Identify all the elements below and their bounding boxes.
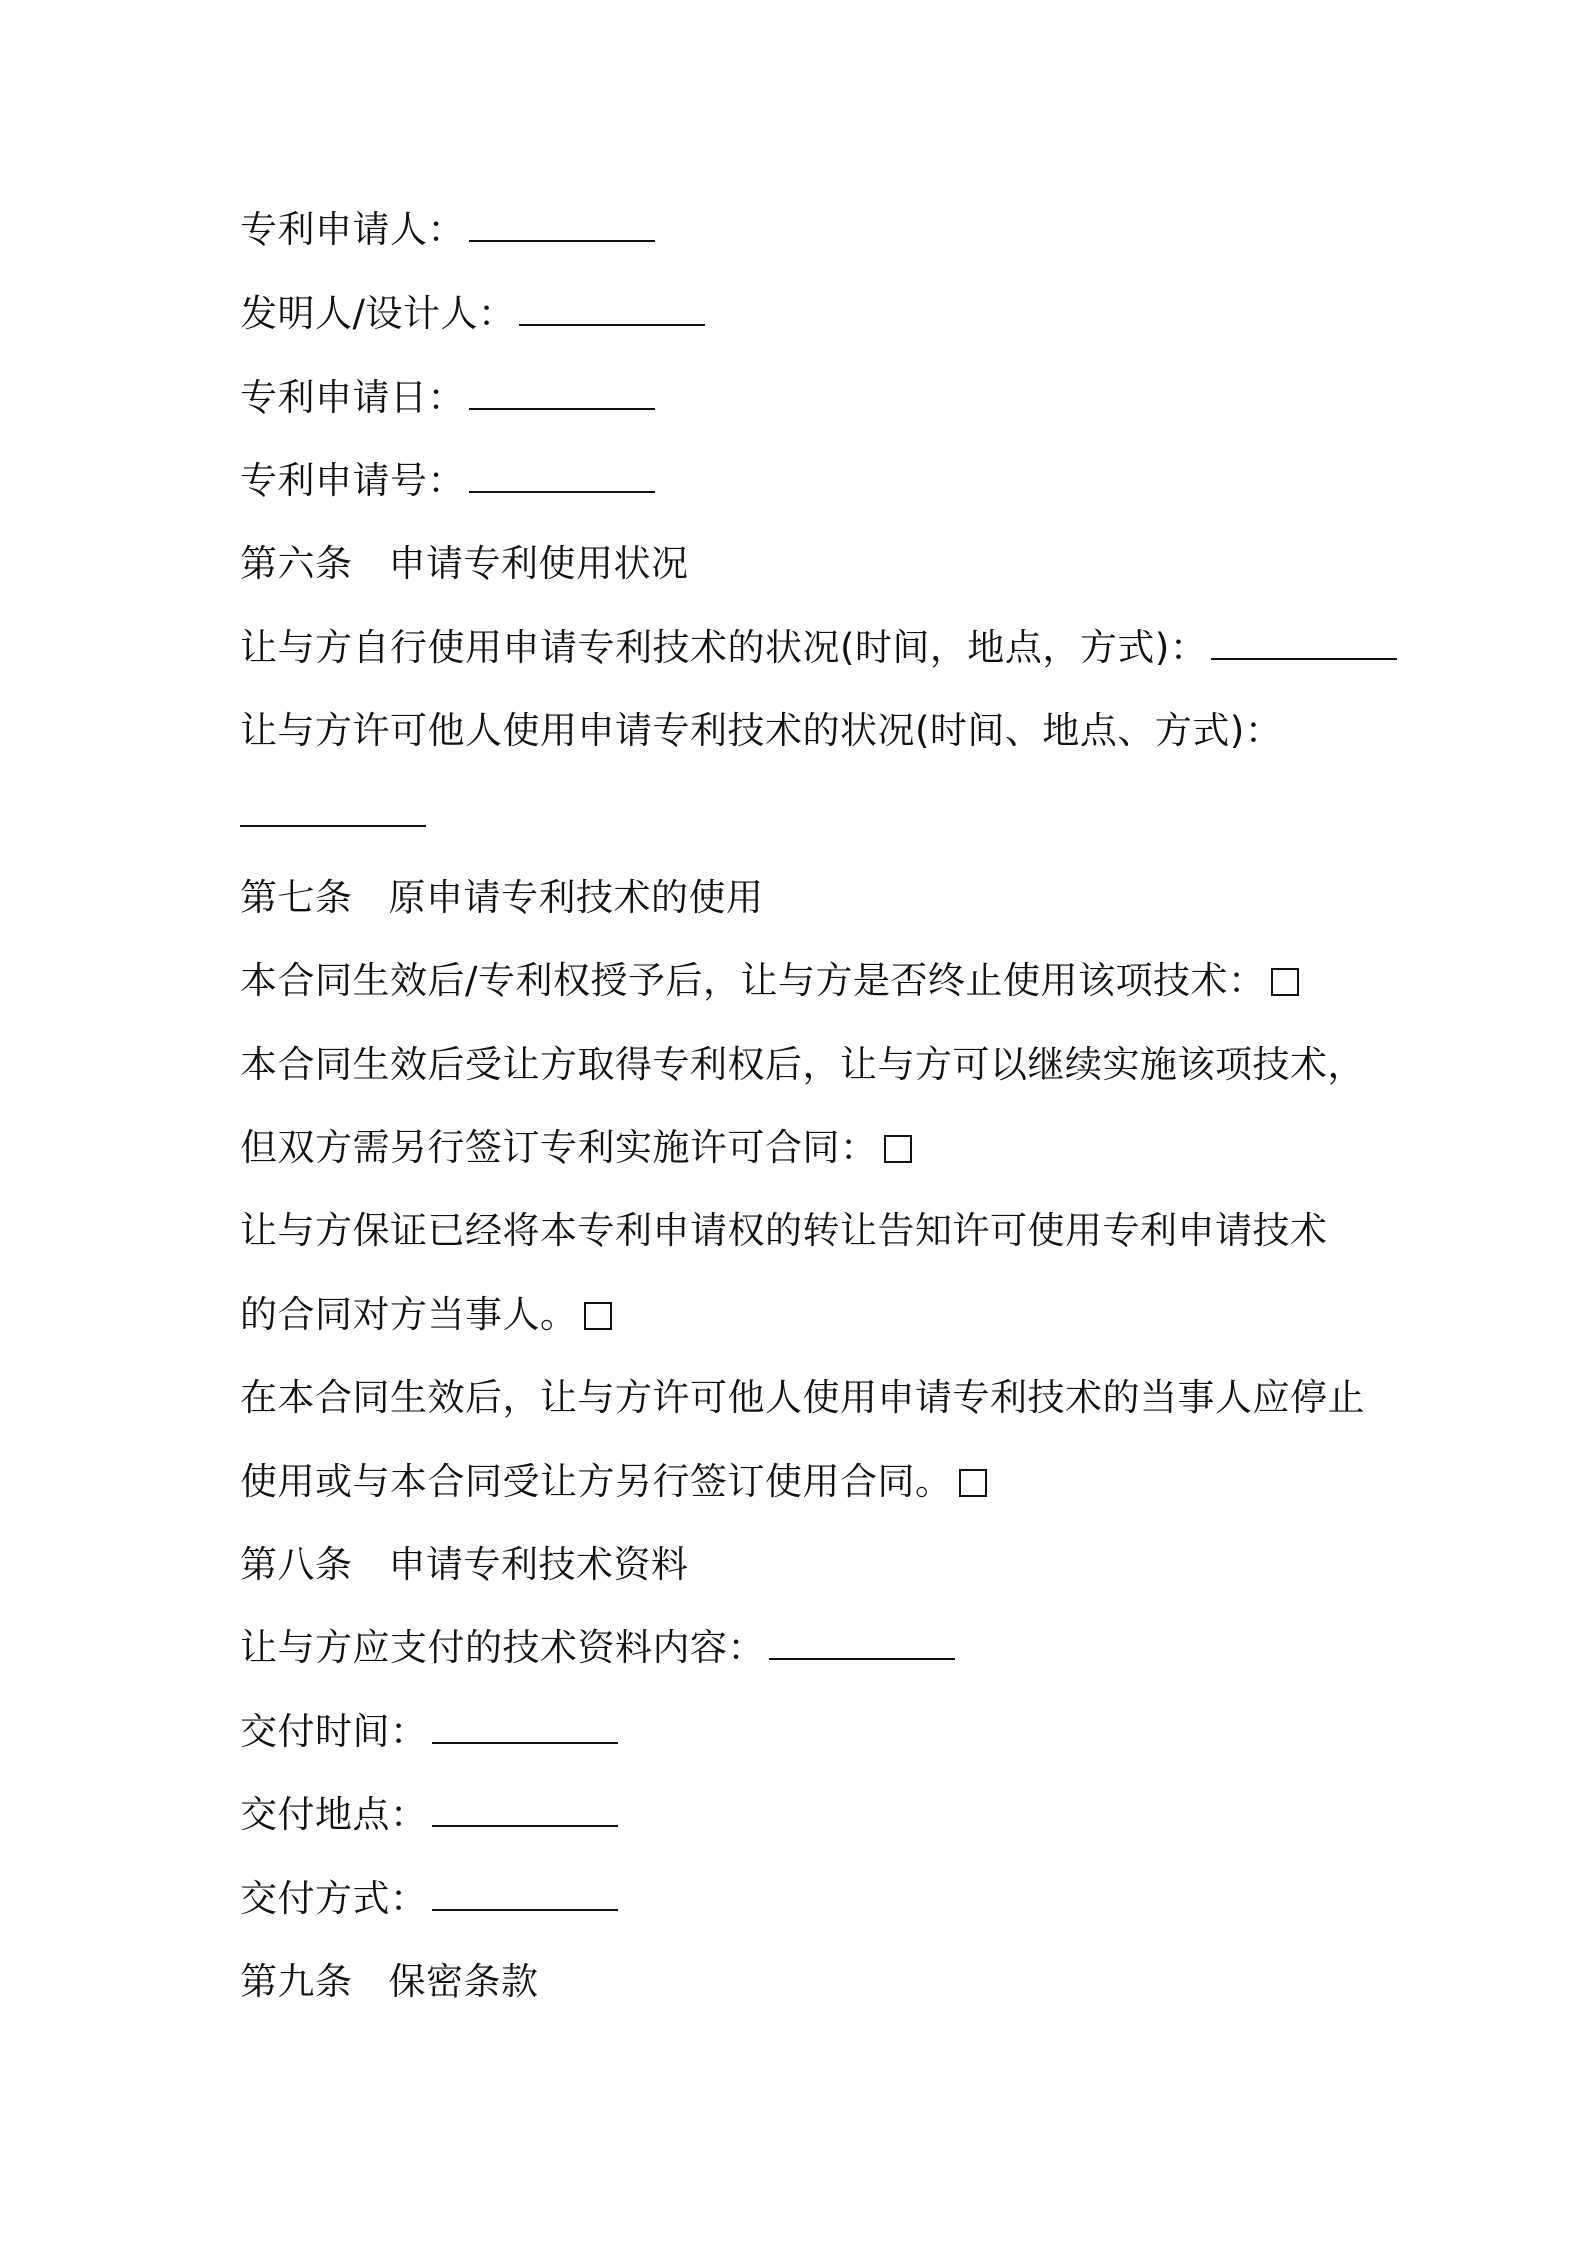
licensed-use-label: 让与方许可他人使用申请专利技术的状况(时间、地点、方式)： — [240, 709, 1283, 752]
filing-date-blank[interactable] — [469, 374, 655, 410]
application-number-line — [240, 456, 1400, 506]
article7-number: 第七条 — [240, 876, 353, 919]
delivery-method-line — [240, 1874, 1400, 1924]
article7-option1 — [240, 956, 1400, 1006]
filing-date-line — [240, 373, 1400, 423]
materials-content-blank[interactable] — [769, 1624, 955, 1660]
option4-text-line1: 在本合同生效后，让与方许可他人使用申请专利技术的当事人应停止 — [240, 1376, 1365, 1419]
article7-option3-line2 — [240, 1290, 1400, 1340]
inventor-blank[interactable] — [519, 290, 705, 326]
delivery-time-blank[interactable] — [432, 1708, 618, 1744]
delivery-time-label: 交付时间： — [240, 1710, 428, 1753]
materials-content-line — [240, 1623, 1400, 1673]
article7-option2-line1 — [240, 1040, 1400, 1090]
article7-heading — [240, 873, 1400, 923]
delivery-place-line — [240, 1790, 1400, 1840]
article7-title: 原申请专利技术的使用 — [388, 876, 764, 919]
option1-text: 本合同生效后/专利权授予后，让与方是否终止使用该项技术： — [240, 959, 1266, 1002]
option2-checkbox[interactable] — [884, 1135, 912, 1163]
option4-text-line2: 使用或与本合同受让方另行签订使用合同。 — [240, 1460, 953, 1503]
applicant-blank[interactable] — [469, 206, 655, 242]
article7-option2-line2 — [240, 1123, 1400, 1173]
licensed-use-blank-line — [240, 790, 1400, 840]
option3-text-line1: 让与方保证已经将本专利申请权的转让告知许可使用专利申请技术 — [240, 1209, 1328, 1252]
option2-text-line1: 本合同生效后受让方取得专利权后，让与方可以继续实施该项技术， — [240, 1043, 1365, 1086]
option3-checkbox[interactable] — [584, 1302, 612, 1330]
article8-heading — [240, 1540, 1400, 1590]
article7-option4-line2 — [240, 1457, 1400, 1507]
delivery-time-line — [240, 1707, 1400, 1757]
application-number-label: 专利申请号： — [240, 459, 465, 502]
article6-number: 第六条 — [240, 542, 353, 585]
option4-checkbox[interactable] — [959, 1469, 987, 1497]
article6-title: 申请专利使用状况 — [388, 542, 689, 585]
licensed-use-blank[interactable] — [240, 791, 426, 827]
self-use-label: 让与方自行使用申请专利技术的状况(时间，地点，方式)： — [240, 626, 1208, 669]
article9-heading — [240, 1957, 1400, 2007]
applicant-line — [240, 205, 1400, 255]
article9-number: 第九条 — [240, 1960, 353, 2003]
delivery-place-label: 交付地点： — [240, 1793, 428, 1836]
self-use-line — [240, 623, 1400, 673]
article7-option3-line1 — [240, 1206, 1400, 1256]
article6-heading — [240, 539, 1400, 589]
delivery-method-label: 交付方式： — [240, 1877, 428, 1920]
licensed-use-line — [240, 706, 1400, 756]
article7-option4-line1 — [240, 1373, 1400, 1423]
option3-text-line2: 的合同对方当事人。 — [240, 1293, 578, 1336]
option2-text-line2: 但双方需另行签订专利实施许可合同： — [240, 1126, 878, 1169]
option1-checkbox[interactable] — [1271, 968, 1299, 996]
filing-date-label: 专利申请日： — [240, 376, 465, 419]
self-use-blank[interactable] — [1211, 624, 1397, 660]
applicant-label: 专利申请人： — [240, 208, 465, 251]
article9-title: 保密条款 — [388, 1960, 539, 2003]
delivery-place-blank[interactable] — [432, 1791, 618, 1827]
article8-number: 第八条 — [240, 1543, 353, 1586]
inventor-line — [240, 289, 1400, 339]
article8-title: 申请专利技术资料 — [388, 1543, 689, 1586]
application-number-blank[interactable] — [469, 457, 655, 493]
inventor-label: 发明人/设计人： — [240, 292, 516, 335]
delivery-method-blank[interactable] — [432, 1875, 618, 1911]
materials-content-label: 让与方应支付的技术资料内容： — [240, 1626, 765, 1669]
